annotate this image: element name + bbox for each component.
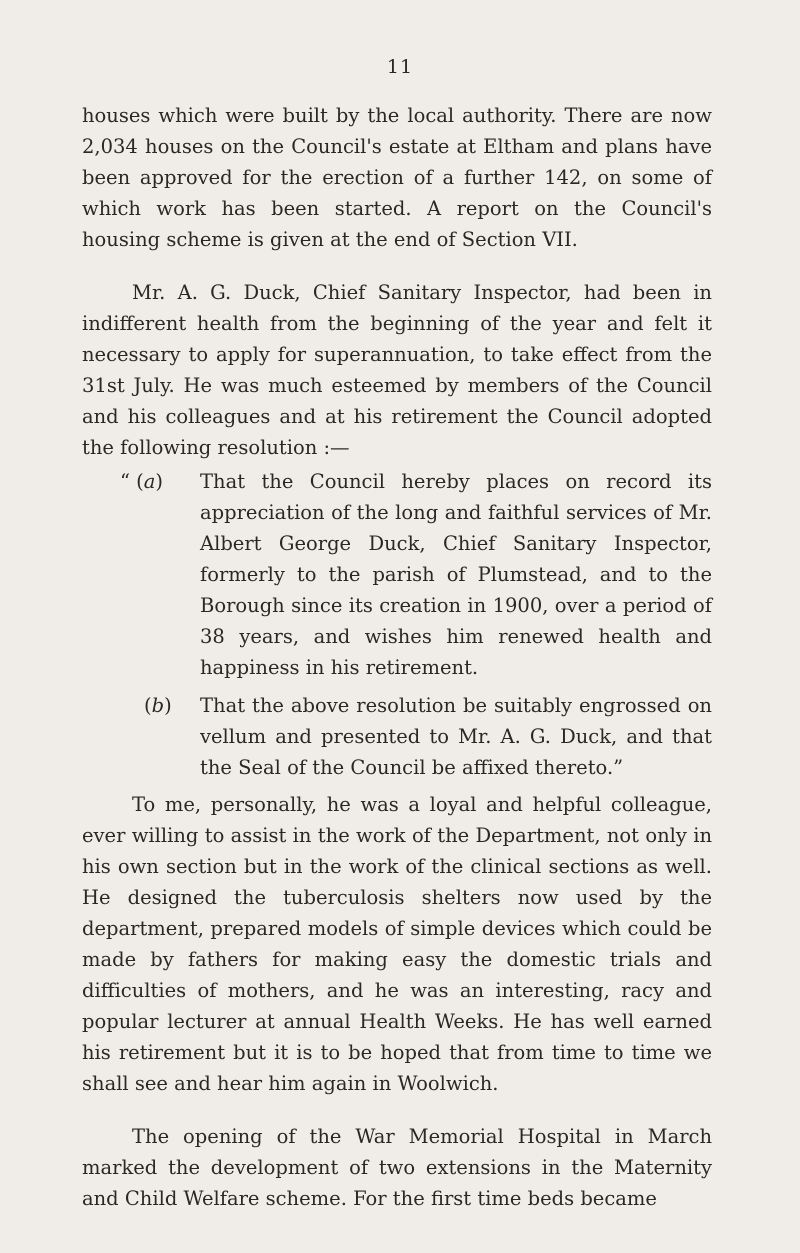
- resolution-clause-a: [82, 466, 712, 683]
- paragraph-hospital-opening: The opening of the War Memorial Hospital in March marked the development of two extensions in the Maternity and Child Welfare scheme. For the first time beds became: [82, 1125, 712, 1210]
- paragraph-housing: houses which were built by the local authority. There are now 2,034 houses on the Council's estate at Eltham and plans have been approved for the erection of a further 142, on some of which work has been started. A report on the Council's housing scheme is given at the end of Section VII.: [82, 104, 712, 251]
- clause-marker-b: (b): [144, 694, 172, 717]
- body-text: [82, 100, 712, 1214]
- clause-text-a: That the Council hereby places on record its appreciation of the long and faithful services of Mr. Albert George Duck, Chief Sanitary Inspector, formerly to the parish of Plumstead, and to the Borough since its creation in 1900, over a period of 38 years, and wishes him renewed health and happiness in his retirement.: [200, 470, 712, 679]
- paragraph-duck-retirement: Mr. A. G. Duck, Chief Sanitary Inspector, had been in indifferent health from the beginning of the year and felt it necessary to apply for superannuation, to take effect from the 31st July. He was much esteemed by members of the Council and his colleagues and at his retirement the Council adopted the following resolution :—: [82, 281, 712, 459]
- clause-marker-a: “ (a): [120, 470, 164, 493]
- page-number: 11: [386, 56, 414, 78]
- resolution-clause-b: [82, 690, 712, 783]
- paragraph-personal-tribute: To me, personally, he was a loyal and helpful colleague, ever willing to assist in the work of the Department, not only in his own section but in the work of the clinical sections as well. He designed the tuberculosis shelters now used by the department, prepared models of simple devices which could be made by fathers for making easy the domestic trials and difficulties of mothers, and he was an interesting, racy and popular lecturer at annual Health Weeks. He has well earned his retirement but it is to be hoped that from time to time we shall see and hear him again in Woolwich.: [82, 793, 712, 1095]
- clause-text-b: That the above resolution be suitably engrossed on vellum and presented to Mr. A. G. Duck, and that the Seal of the Council be affixed thereto.”: [200, 694, 712, 779]
